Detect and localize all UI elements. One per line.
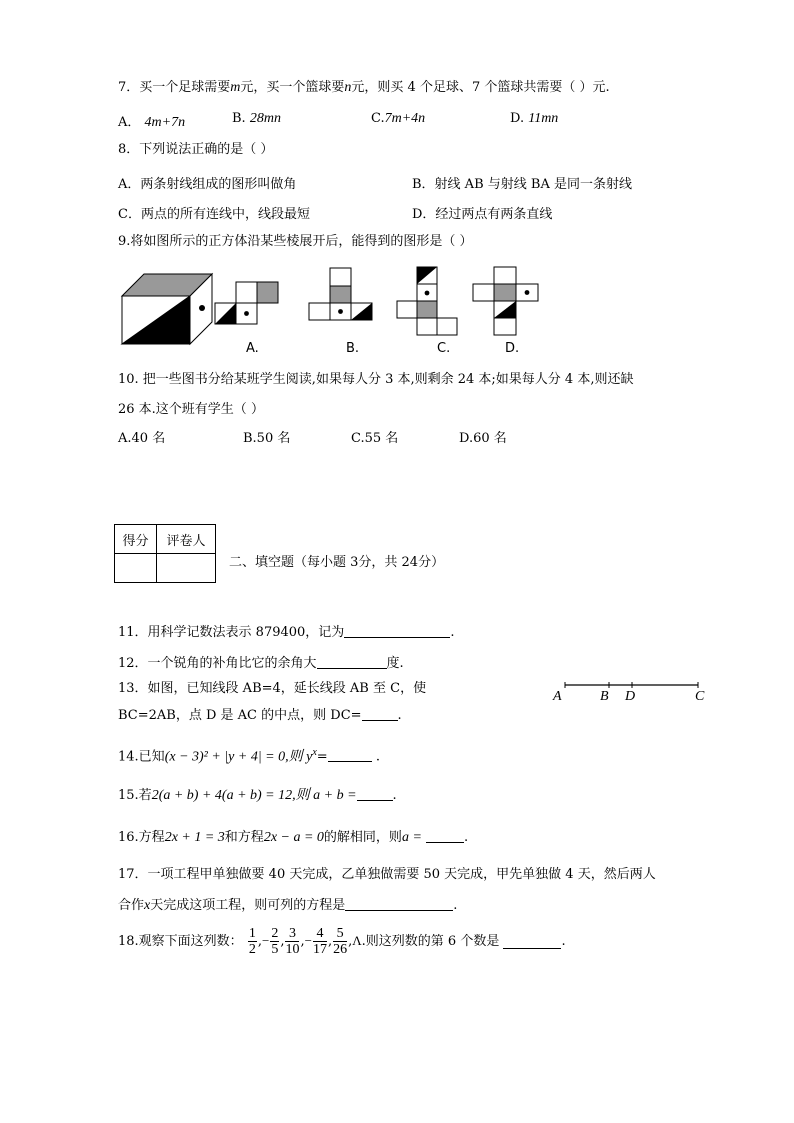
q17-answer-blank[interactable]: [345, 897, 453, 911]
net-option-c: [395, 266, 465, 341]
score-table: [114, 524, 216, 583]
q9-stem: 9.将如图所示的正方体沿某些棱展开后，能得到的图形是（ ）: [118, 234, 473, 249]
fraction-5: $\frac{5}{26}$: [333, 926, 348, 957]
q13-line1: 13．如图，已知线段 AB=4，延长线段 AB 至 C，使: [118, 681, 427, 696]
point-label-a: A: [553, 689, 562, 704]
point-label-c: C: [695, 689, 705, 704]
q13-line2: BC=2AB，点 D 是 AC 的中点，则 DC= .: [118, 708, 402, 723]
point-label-b: B: [600, 689, 609, 704]
q10-option-c: C.55 名: [351, 431, 399, 446]
fraction-2: $\frac{2}{5}$: [271, 926, 279, 957]
q8-stem: 8．下列说法正确的是（ ）: [118, 142, 274, 157]
q16-answer-blank[interactable]: [426, 829, 464, 843]
q10-line2: 26 本.这个班有学生（ ）: [118, 402, 264, 417]
q8-option-a: A．两条射线组成的图形叫做角: [118, 177, 297, 192]
net-label-c: C.: [437, 341, 451, 356]
q7-stem: 7．买一个足球需要m元，买一个篮球要n元，则买 4 个足球、7 个篮球共需要（ ）元.: [118, 80, 610, 95]
q8-option-c: C．两点的所有连线中，线段最短: [118, 207, 310, 222]
q12-answer-blank[interactable]: [317, 655, 387, 669]
section-title: 二、填空题（每小题 3分，共 24分）: [229, 555, 445, 570]
q8-option-d: D．经过两点有两条直线: [412, 207, 553, 222]
net-option-d: [472, 266, 552, 341]
q18-answer-blank[interactable]: [503, 935, 561, 949]
q7-option-c: C.7m+4n: [371, 111, 426, 126]
q10-line1: 10. 把一些图书分给某班学生阅读,如果每人分 3 本,则剩余 24 本;如果每人分 4 本,则还缺: [118, 372, 634, 387]
score-header: 得分: [115, 525, 157, 554]
q17-line1: 17．一项工程甲单独做要 40 天完成，乙单独做需要 50 天完成，甲先单独做 4 天，然后两人: [118, 867, 656, 882]
score-cell[interactable]: [115, 554, 157, 583]
fraction-4: $\frac{4}{17}$: [312, 926, 327, 957]
q7-option-b: B. 28mn: [232, 111, 281, 126]
q14: 14.已知(x − 3)² + |y + 4| = 0,则 $y^x=$ .: [118, 747, 380, 765]
q7-option-d: D. 11mn: [510, 111, 559, 126]
net-label-a: A.: [246, 341, 259, 356]
grader-cell[interactable]: [157, 554, 216, 583]
fraction-3: $\frac{3}{10}$: [285, 926, 300, 957]
point-label-d: D: [625, 689, 636, 704]
grader-header: 评卷人: [157, 525, 216, 554]
q14-answer-blank[interactable]: [328, 748, 372, 762]
q10-option-d: D.60 名: [459, 431, 507, 446]
q13-answer-blank[interactable]: [362, 707, 398, 721]
q12: 12．一个锐角的补角比它的余角大 度.: [118, 656, 404, 671]
q7-option-a: A． 4m+7n: [118, 115, 186, 130]
q11-answer-blank[interactable]: [344, 624, 450, 638]
q10-option-a: A.40 名: [118, 431, 166, 446]
segment-figure: [552, 680, 722, 710]
q8-option-b: B．射线 AB 与射线 BA 是同一条射线: [412, 177, 632, 192]
q16: 16.方程2x + 1 = 3和方程2x − a = 0的解相同，则a = .: [118, 830, 469, 845]
q18: 18.观察下面这列数： $\frac{1}{2}$ ,− $\frac{2}{5}$ , $\frac{3}{10}$ ,− $\frac{4}{17}$ , $\frac{5}{26}$ ,Λ.则这列数的第 6 个数是 .: [118, 926, 566, 957]
q15-answer-blank[interactable]: [357, 787, 393, 801]
net-label-d: D.: [505, 341, 520, 356]
cube-figure: [120, 268, 200, 348]
fraction-1: $\frac{1}{2}$: [248, 926, 256, 957]
q11: 11．用科学记数法表示 879400，记为 .: [118, 625, 455, 640]
q17-line2: 合作x天完成这项工程，则可列的方程是 .: [118, 898, 458, 913]
net-option-b: [308, 267, 378, 337]
net-option-a: [214, 282, 284, 342]
q15: 15.若2(a + b) + 4(a + b) = 12,则 a + b = .: [118, 788, 397, 803]
q10-option-b: B.50 名: [243, 431, 291, 446]
net-label-b: B.: [346, 341, 360, 356]
